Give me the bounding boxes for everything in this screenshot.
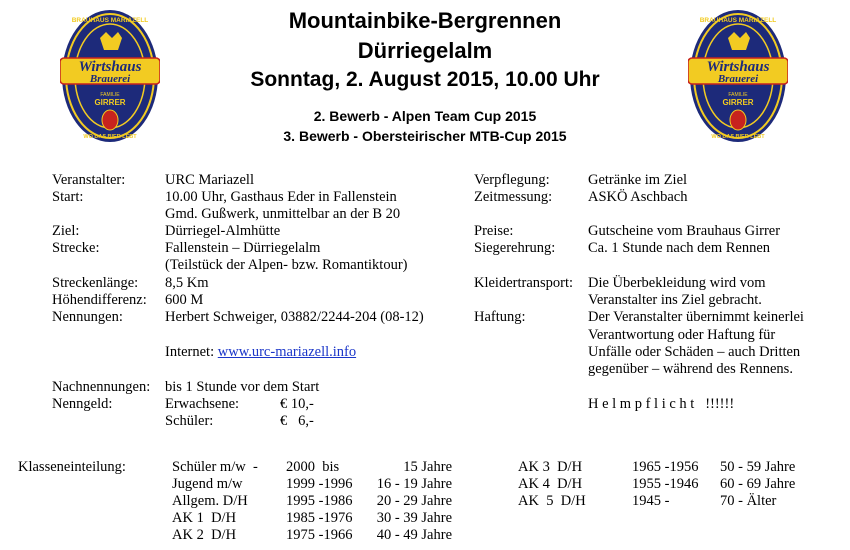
strecke-value-line2: (Teilstück der Alpen- bzw. Romantiktour) [165,257,408,273]
class-years: 1965 -1956 [632,459,699,475]
logo-top-text: BRAUHAUS MARIAZELL [71,17,149,24]
zeitmessung-value: ASKÖ Aschbach [588,189,688,205]
internet-label: Internet: [165,344,215,360]
preise-value: Gutscheine vom Brauhaus Girrer [588,223,781,239]
strecke-value-line1: Fallenstein – Dürriegelalm [165,240,321,256]
verpflegung-label: Verpflegung: [474,172,550,188]
klasseneinteilung-label: Klasseneinteilung: [18,459,126,475]
class-age: 50 - 59 Jahre [720,459,796,475]
nachnennungen-value: bis 1 Stunde vor dem Start [165,379,320,395]
siegerehrung-value: Ca. 1 Stunde nach dem Rennen [588,240,771,256]
logo-main-line2: Brauerei [89,73,131,85]
haftung-value-line2: Verantwortung oder Haftung für [588,327,776,343]
class-age: 30 - 39 Jahre [376,510,452,526]
nennungen-value: Herbert Schweiger, 03882/2244-204 (08-12) [165,309,424,325]
logo-bottom-text: WO DAS BIER LEBT [83,134,137,140]
class-age: 70 - Älter [720,493,777,509]
class-age: 60 - 69 Jahre [720,476,796,492]
erwachsene-label: Erwachsene: [165,396,240,412]
hoehendifferenz-label: Höhendifferenz: [52,292,147,308]
class-name: AK 3 D/H [518,459,583,475]
class-years: 1955 -1946 [632,476,699,492]
logo-bottom-text: WO DAS BIER LEBT [711,134,765,140]
class-name: Jugend m/w [172,476,243,492]
zeitmessung-label: Zeitmessung: [474,189,553,205]
kleidertransport-label: Kleidertransport: [474,275,574,291]
class-years: 1995 -1986 [286,493,353,509]
hoehendifferenz-value: 600 M [165,292,204,308]
logo-family-name: GIRRER [722,98,754,107]
class-name: Allgem. D/H [172,493,248,509]
verpflegung-value: Getränke im Ziel [588,172,688,188]
nenngeld-label: Nenngeld: [52,396,113,412]
class-name: AK 1 D/H [172,510,237,526]
start-value-line2: Gmd. Gußwerk, unmittelbar an der B 20 [165,206,401,222]
internet-line [165,344,356,361]
class-years: 2000 bis [286,459,340,475]
logo-family-name: GIRRER [94,98,126,107]
logo-main-line1: Wirtshaus [706,59,770,75]
siegerehrung-label: Siegerehrung: [474,240,556,256]
kleidertransport-value-line2: Veranstalter ins Ziel gebracht. [588,292,762,308]
strecke-label: Strecke: [52,240,100,256]
logo-family-label: FAMILIE [100,92,120,98]
logo-main-line1: Wirtshaus [78,59,142,75]
class-name: AK 2 D/H [172,527,237,543]
haftung-value-line1: Der Veranstalter übernimmt keinerlei [588,309,804,325]
class-years: 1945 - [632,493,670,509]
kleidertransport-value-line1: Die Überbekleidung wird vom [588,275,766,291]
preise-label: Preise: [474,223,514,239]
class-years: 1975 -1966 [286,527,353,543]
ziel-label: Ziel: [52,223,80,239]
class-age: 40 - 49 Jahre [376,527,452,543]
start-value-line1: 10.00 Uhr, Gasthaus Eder in Fallenstein [165,189,397,205]
schueler-value: € 6,- [280,413,314,429]
haftung-value-line3: Unfälle oder Schäden – auch Dritten [588,344,801,360]
class-years: 1999 -1996 [286,476,353,492]
nennungen-label: Nennungen: [52,309,123,325]
erwachsene-value: € 10,- [280,396,314,412]
class-name: Schüler m/w - [172,459,258,475]
class-age: 15 Jahre [403,459,452,475]
class-age: 20 - 29 Jahre [376,493,452,509]
subtitle-line-1: 2. Bewerb - Alpen Team Cup 2015 [313,108,537,124]
subtitle-line-2: 3. Bewerb - Obersteirischer MTB-Cup 2015 [283,128,567,144]
helmpflicht-notice: H e l m p f l i c h t !!!!!! [588,396,735,412]
class-name: AK 4 D/H [518,476,583,492]
schueler-label: Schüler: [165,413,214,429]
website-link[interactable]: www.urc-mariazell.info [217,344,357,360]
class-age: 16 - 19 Jahre [376,476,452,492]
streckenlaenge-label: Streckenlänge: [52,275,139,291]
logo-top-text: BRAUHAUS MARIAZELL [699,17,777,24]
class-name: AK 5 D/H [518,493,586,509]
veranstalter-label: Veranstalter: [52,172,126,188]
ziel-value: Dürriegel-Almhütte [165,223,281,239]
nachnennungen-label: Nachnennungen: [52,379,151,395]
class-years: 1985 -1976 [286,510,353,526]
title-date-line: Sonntag, 2. August 2015, 10.00 Uhr [250,68,600,91]
streckenlaenge-value: 8,5 Km [165,275,209,291]
haftung-value-line4: gegenüber – während des Rennens. [588,361,793,377]
start-label: Start: [52,189,84,205]
haftung-label: Haftung: [474,309,526,325]
veranstalter-value: URC Mariazell [165,172,254,188]
title-line-1: Mountainbike-Bergrennen [288,8,562,33]
logo-main-line2: Brauerei [717,73,759,85]
title-line-2: Dürriegelalm [357,38,493,63]
logo-family-label: FAMILIE [728,92,748,98]
